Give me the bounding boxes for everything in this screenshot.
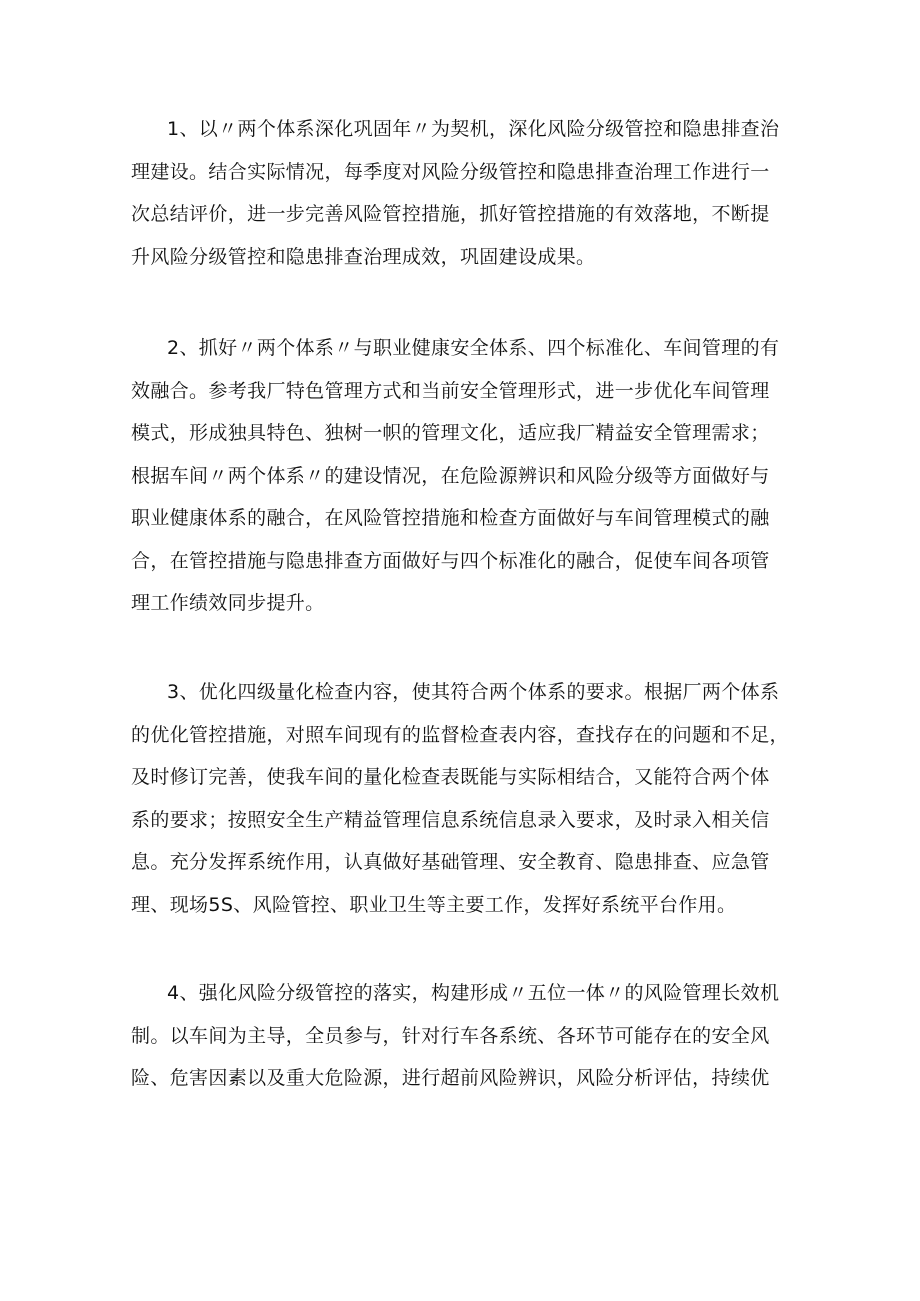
paragraph-line: 险、危害因素以及重大危险源，进行超前风险辨识，风险分析评估，持续优 xyxy=(131,1067,770,1089)
paragraph-line: 理建设。结合实际情况，每季度对风险分级管控和隐患排查治理工作进行一 xyxy=(131,160,770,183)
paragraph-line: 息。充分发挥系统作用，认真做好基础管理、安全教育、隐患排查、应急管 xyxy=(131,851,770,873)
paragraph-line: 合，在管控措施与隐患排查方面做好与四个标准化的融合，促使车间各项管 xyxy=(131,549,770,572)
paragraph-line: 制。以车间为主导，全员参与，针对行车各系统、各环节可能存在的安全风 xyxy=(131,1024,770,1047)
paragraph-3 xyxy=(131,671,789,926)
paragraph-line: 模式，形成独具特色、独树一帜的管理文化，适应我厂精益安全管理需求； xyxy=(131,422,770,444)
paragraph-line: 1、以〃两个体系深化巩固年〃为契机，深化风险分级管控和隐患排查治 xyxy=(167,118,780,140)
paragraph-2 xyxy=(131,327,779,625)
paragraph-4 xyxy=(131,972,779,1100)
paragraph-line: 的优化管控措施，对照车间现有的监督检查表内容，查找存在的问题和不足， xyxy=(131,723,789,746)
paragraph-line: 职业健康体系的融合，在风险管控措施和检查方面做好与车间管理模式的融 xyxy=(131,507,770,529)
paragraph-line: 理、现场5S、风险管控、职业卫生等主要工作，发挥好系统平台作用。 xyxy=(131,893,737,916)
paragraph-line: 根据车间〃两个体系〃的建设情况，在危险源辨识和风险分级等方面做好与 xyxy=(131,464,770,487)
paragraph-line: 3、优化四级量化检查内容，使其符合两个体系的要求。根据厂两个体系 xyxy=(167,681,780,703)
paragraph-1 xyxy=(131,108,779,278)
paragraph-line: 系的要求；按照安全生产精益管理信息系统信息录入要求，及时录入相关信 xyxy=(131,808,770,831)
paragraph-line: 次总结评价，进一步完善风险管控措施，抓好管控措施的有效落地，不断提 xyxy=(131,203,770,225)
paragraph-line: 效融合。参考我厂特色管理方式和当前安全管理形式，进一步优化车间管理 xyxy=(131,379,770,402)
paragraph-line: 理工作绩效同步提升。 xyxy=(131,592,325,614)
paragraph-line: 升风险分级管控和隐患排查治理成效，巩固建设成果。 xyxy=(131,245,596,268)
paragraph-line: 2、抓好〃两个体系〃与职业健康安全体系、四个标准化、车间管理的有 xyxy=(167,337,780,359)
paragraph-line: 4、强化风险分级管控的落实，构建形成〃五位一体〃的风险管理长效机 xyxy=(167,982,780,1004)
paragraph-line: 及时修订完善，使我车间的量化检查表既能与实际相结合，又能符合两个体 xyxy=(131,766,770,788)
